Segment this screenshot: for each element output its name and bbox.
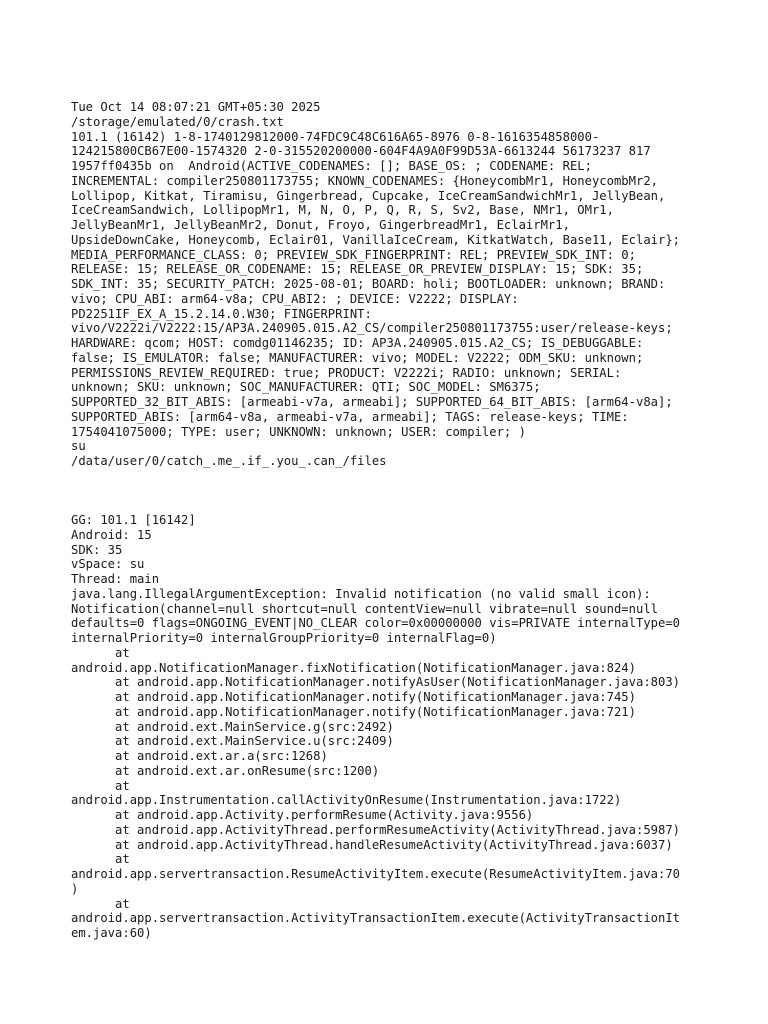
build-info-line: JellyBeanMr1, JellyBeanMr2, Donut, Froyo, GingerbreadMr1, EclairMr1, bbox=[71, 218, 570, 232]
stack-trace-line: at bbox=[71, 896, 130, 911]
file-path-line: /storage/emulated/0/crash.txt bbox=[71, 114, 284, 129]
build-info-line: false; IS_EMULATOR: false; MANUFACTURER: vivo; MODEL: V2222; ODM_SKU: unknown; bbox=[71, 350, 644, 365]
crash-log-document bbox=[71, 100, 701, 941]
files-path-line: /data/user/0/catch_.me_.if_.you_.can_/files bbox=[71, 454, 387, 468]
blank-line bbox=[71, 498, 701, 513]
build-info-line: 101.1 (16142) 1-8-1740129812000-74FDC9C48C616A65-8976 0-8-1616354858000- bbox=[71, 129, 600, 144]
build-info-line: PERMISSIONS_REVIEW_REQUIRED: true; PRODUCT: V2222i; RADIO: unknown; SERIAL: bbox=[71, 365, 622, 380]
stack-trace-line: at android.ext.ar.onResume(src:1200) bbox=[71, 763, 380, 778]
build-info-line: MEDIA_PERFORMANCE_CLASS: 0; PREVIEW_SDK_FINGERPRINT: REL; PREVIEW_SDK_INT: 0; bbox=[71, 247, 636, 262]
stack-trace-line: at android.ext.MainService.u(src:2409) bbox=[71, 734, 394, 749]
stack-trace-line: android.app.servertransaction.ActivityTransactionItem.execute(ActivityTransactionIt bbox=[71, 911, 681, 926]
build-info-line: 1754041075000; TYPE: user; UNKNOWN: unknown; USER: compiler; ) bbox=[71, 424, 526, 439]
build-info-line: 124215800CB67E00-1574320 2-0-315520200000-604F4A9A0F99D53A-6613244 56173237 817 bbox=[71, 144, 651, 159]
build-info-line: 1957ff0435b on Android(ACTIVE_CODENAMES: []; BASE_OS: ; CODENAME: REL; bbox=[71, 159, 592, 173]
exception-line: defaults=0 flags=ONGOING_EVENT|NO_CLEAR color=0x00000000 vis=PRIVATE internalType=0 bbox=[71, 616, 681, 631]
timestamp-line: Tue Oct 14 08:07:21 GMT+05:30 2025 bbox=[71, 100, 321, 114]
exception-section bbox=[71, 587, 701, 646]
stack-trace-line: android.app.servertransaction.ResumeActivityItem.execute(ResumeActivityItem.java:70 bbox=[71, 867, 681, 881]
blank-line bbox=[71, 484, 701, 499]
stack-trace-line: android.app.NotificationManager.fixNotification(NotificationManager.java:824) bbox=[71, 660, 636, 675]
thread-line: Thread: main bbox=[71, 572, 160, 586]
gg-version-line: GG: 101.1 [16142] bbox=[71, 513, 196, 527]
build-info-line: HARDWARE: qcom; HOST: comdg01146235; ID: AP3A.240905.015.A2_CS; IS_DEBUGGABLE: bbox=[71, 336, 644, 350]
stack-trace-line: at android.app.NotificationManager.notify(NotificationManager.java:745) bbox=[71, 690, 636, 704]
stack-trace-line: at bbox=[71, 778, 130, 793]
build-info-line: Lollipop, Kitkat, Tiramisu, Gingerbread, Cupcake, IceCreamSandwichMr1, JellyBean, bbox=[71, 188, 666, 203]
android-version-line: Android: 15 bbox=[71, 527, 152, 542]
blank-spacer bbox=[71, 469, 701, 513]
blank-line bbox=[71, 469, 701, 484]
stack-trace-line: at android.app.ActivityThread.performResumeActivity(ActivityThread.java:5987) bbox=[71, 822, 681, 837]
build-info-line: INCREMENTAL: compiler250801173755; KNOWN_CODENAMES: {HoneycombMr1, HoneycombMr2, bbox=[71, 173, 658, 188]
stack-trace-line: at android.app.NotificationManager.notify(NotificationManager.java:721) bbox=[71, 704, 636, 719]
stack-trace-line: at android.ext.MainService.g(src:2492) bbox=[71, 719, 394, 734]
stack-trace-line: em.java:60) bbox=[71, 926, 152, 940]
stack-trace-line: at android.app.ActivityThread.handleResumeActivity(ActivityThread.java:6037) bbox=[71, 837, 673, 852]
build-info-line: IceCreamSandwich, LollipopMr1, M, N, O, P, Q, R, S, Sv2, Base, NMr1, OMr1, bbox=[71, 203, 614, 218]
stack-trace-section bbox=[71, 646, 701, 941]
crash-info-section bbox=[71, 513, 701, 587]
build-info-line: PD2251IF_EX_A_15.2.14.0.W30; FINGERPRINT: bbox=[71, 306, 372, 321]
exception-line: internalPriority=0 internalGroupPriority=0 internalFlag=0) bbox=[71, 631, 497, 645]
build-info-line: SUPPORTED_ABIS: [arm64-v8a, armeabi-v7a, armeabi]; TAGS: release-keys; TIME: bbox=[71, 409, 629, 424]
build-info-line: unknown; SKU: unknown; SOC_MANUFACTURER: QTI; SOC_MODEL: SM6375; bbox=[71, 380, 541, 395]
build-info-line: UpsideDownCake, Honeycomb, Eclair01, VanillaIceCream, KitkatWatch, Base11, Eclair}; bbox=[71, 232, 681, 247]
stack-trace-line: ) bbox=[71, 881, 79, 896]
build-info-line: vivo; CPU_ABI: arm64-v8a; CPU_ABI2: ; DEVICE: V2222; DISPLAY: bbox=[71, 291, 519, 306]
stack-trace-line: at android.app.NotificationManager.notifyAsUser(NotificationManager.java:803) bbox=[71, 675, 681, 690]
crash-header-section bbox=[71, 100, 701, 469]
build-info-line: vivo/V2222i/V2222:15/AP3A.240905.015.A2_CS/compiler250801173755:user/release-keys; bbox=[71, 321, 673, 336]
sdk-line: SDK: 35 bbox=[71, 542, 123, 557]
build-info-line: SDK_INT: 35; SECURITY_PATCH: 2025-08-01; BOARD: holi; BOOTLOADER: unknown; BRAND: bbox=[71, 277, 666, 291]
stack-trace-line: at bbox=[71, 645, 130, 660]
su-line: su bbox=[71, 439, 86, 454]
stack-trace-line: at android.ext.ar.a(src:1268) bbox=[71, 749, 328, 763]
build-info-line: SUPPORTED_32_BIT_ABIS: [armeabi-v7a, armeabi]; SUPPORTED_64_BIT_ABIS: [arm64-v8a]; bbox=[71, 395, 673, 409]
stack-trace-line: android.app.Instrumentation.callActivityOnResume(Instrumentation.java:1722) bbox=[71, 793, 622, 808]
stack-trace-line: at bbox=[71, 852, 130, 867]
vspace-line: vSpace: su bbox=[71, 557, 145, 572]
stack-trace-line: at android.app.Activity.performResume(Activity.java:9556) bbox=[71, 808, 534, 822]
build-info-line: RELEASE: 15; RELEASE_OR_CODENAME: 15; RELEASE_OR_PREVIEW_DISPLAY: 15; SDK: 35; bbox=[71, 262, 644, 277]
exception-line: Notification(channel=null shortcut=null contentView=null vibrate=null sound=null bbox=[71, 601, 658, 616]
exception-line: java.lang.IllegalArgumentException: Invalid notification (no valid small icon): bbox=[71, 586, 651, 601]
